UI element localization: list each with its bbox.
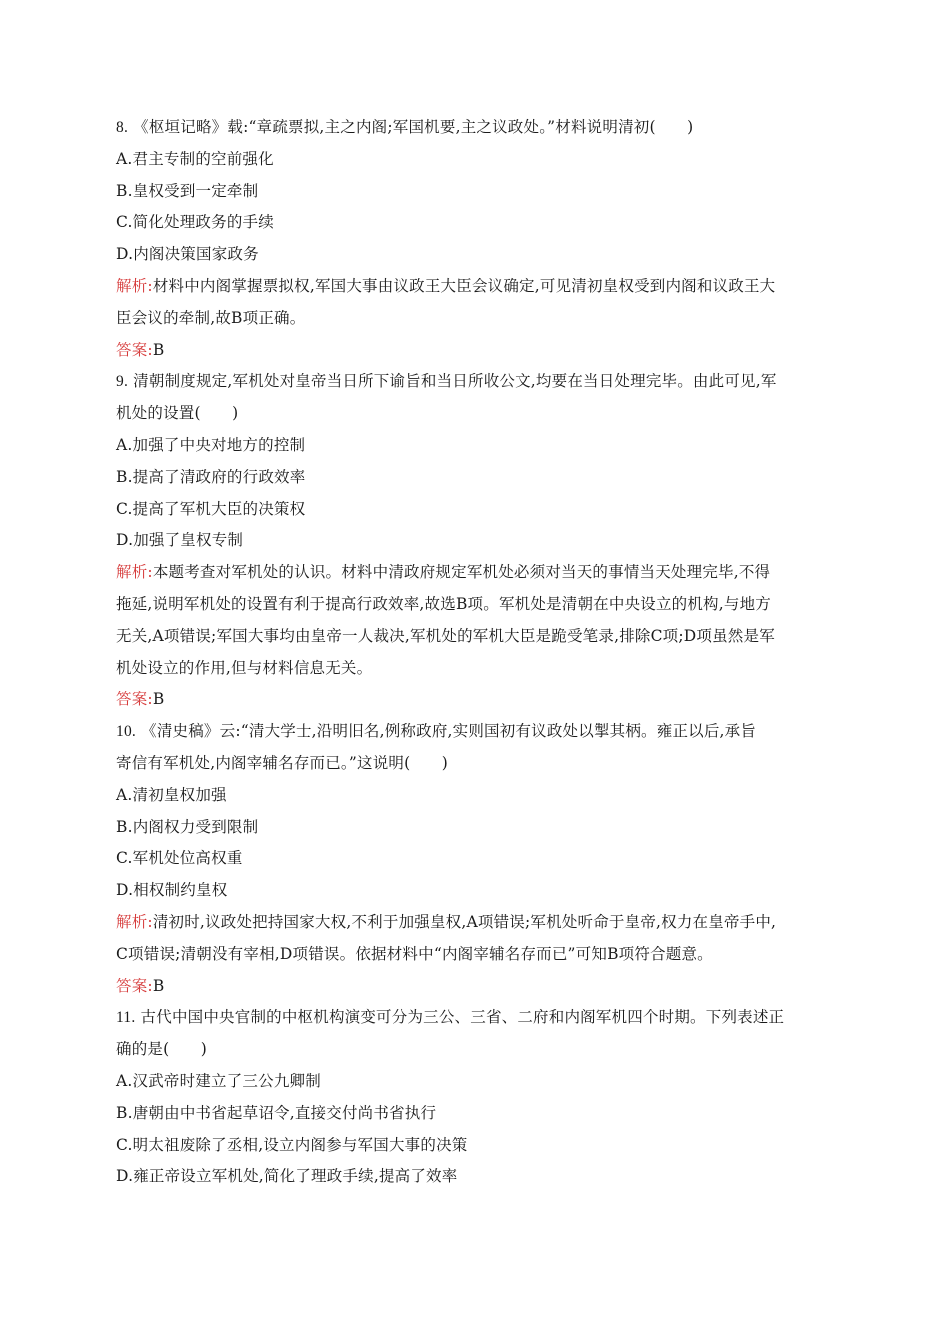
answer-label: 答案: (116, 976, 153, 995)
analysis-label: 解析: (116, 276, 153, 295)
question-8 (116, 112, 840, 366)
option-d: D.加强了皇权专制 (116, 531, 244, 550)
answer (116, 335, 840, 367)
question-stem: 11. 古代中国中央官制的中枢机构演变可分为三公、三省、二府和内阁军机四个时期。下列表述正 (116, 1008, 785, 1027)
option-c: C.提高了军机大臣的决策权 (116, 499, 306, 518)
answer-value: B (152, 690, 165, 709)
option-a: A.汉武帝时建立了三公九卿制 (116, 1071, 321, 1090)
analysis-continued: C项错误;清朝没有宰相,D项错误。依据材料中“内阁宰辅名存而已”可知B项符合题意。 (116, 944, 713, 963)
option-a: A.加强了中央对地方的控制 (116, 435, 306, 454)
analysis-continued: 拖延,说明军机处的设置有利于提高行政效率,故选B项。军机处是清朝在中央设立的机构,与地方 (116, 594, 771, 613)
answer-value: B (152, 340, 165, 359)
option-b: B.内阁权力受到限制 (116, 817, 259, 836)
analysis-continued: 无关,A项错误;军国大事均由皇帝一人裁决,军机处的军机大臣是跪受笔录,排除C项;D项虽然是军 (116, 626, 775, 645)
question-number: 8. (116, 119, 129, 136)
analysis: 解析:材料中内阁掌握票拟权,军国大事由议政王大臣会议确定,可见清初皇权受到内阁和议政王大 (116, 276, 776, 295)
option-a: A.清初皇权加强 (116, 785, 227, 804)
option-a: A.君主专制的空前强化 (116, 149, 274, 168)
question-number: 9. (116, 373, 129, 391)
option-b: B.唐朝由中书省起草诏令,直接交付尚书省执行 (116, 1103, 437, 1122)
option-d: D.内阁决策国家政务 (116, 245, 259, 264)
analysis-continued: 臣会议的牵制,故B项正确。 (116, 308, 306, 327)
analysis-label: 解析: (116, 563, 153, 582)
option-b: B.提高了清政府的行政效率 (116, 467, 306, 486)
document-page (116, 112, 840, 1193)
question-stem-continued: 确的是( ) (116, 1040, 207, 1059)
option-b: B.皇权受到一定牵制 (116, 181, 259, 200)
option-d: D.雍正帝设立军机处,简化了理政手续,提高了效率 (116, 1167, 458, 1186)
option-c: C.简化处理政务的手续 (116, 213, 274, 232)
answer-label: 答案: (116, 690, 153, 709)
question-number: 10. (116, 723, 136, 741)
question-10 (116, 716, 840, 1002)
question-stem: 10. 《清史稿》云:“清大学士,沿明旧名,例称政府,实则国初有议政处以掣其柄。雍正以后,承旨 (116, 722, 757, 741)
question-11 (116, 1002, 840, 1193)
question-stem: 9. 清朝制度规定,军机处对皇帝当日所下谕旨和当日所收公文,均要在当日处理完毕。由此可见,军 (116, 372, 777, 391)
option-c: C.军机处位高权重 (116, 849, 243, 868)
answer-value: B (152, 976, 165, 995)
analysis-continued: 机处设立的作用,但与材料信息无关。 (116, 658, 373, 677)
question-stem-continued: 寄信有军机处,内阁宰辅名存而已。”这说明( ) (116, 753, 448, 772)
question-stem-continued: 机处的设置( ) (116, 404, 239, 423)
analysis: 解析:清初时,议政处把持国家大权,不利于加强皇权,A项错误;军机处听命于皇帝,权力在皇帝手中, (116, 912, 777, 931)
option-c: C.明太祖废除了丞相,设立内阁参与军国大事的决策 (116, 1135, 468, 1154)
answer (116, 684, 840, 716)
question-number: 11. (116, 1009, 136, 1027)
answer-label: 答案: (116, 340, 153, 359)
option-d: D.相权制约皇权 (116, 881, 228, 900)
answer (116, 971, 840, 1003)
analysis-label: 解析: (116, 912, 153, 931)
analysis: 解析:本题考查对军机处的认识。材料中清政府规定军机处必须对当天的事情当天处理完毕,不得 (116, 563, 771, 582)
question-stem: 8. 《枢垣记略》载:“章疏票拟,主之内阁;军国机要,主之议政处。”材料说明清初( ) (116, 118, 694, 136)
question-9 (116, 366, 840, 716)
